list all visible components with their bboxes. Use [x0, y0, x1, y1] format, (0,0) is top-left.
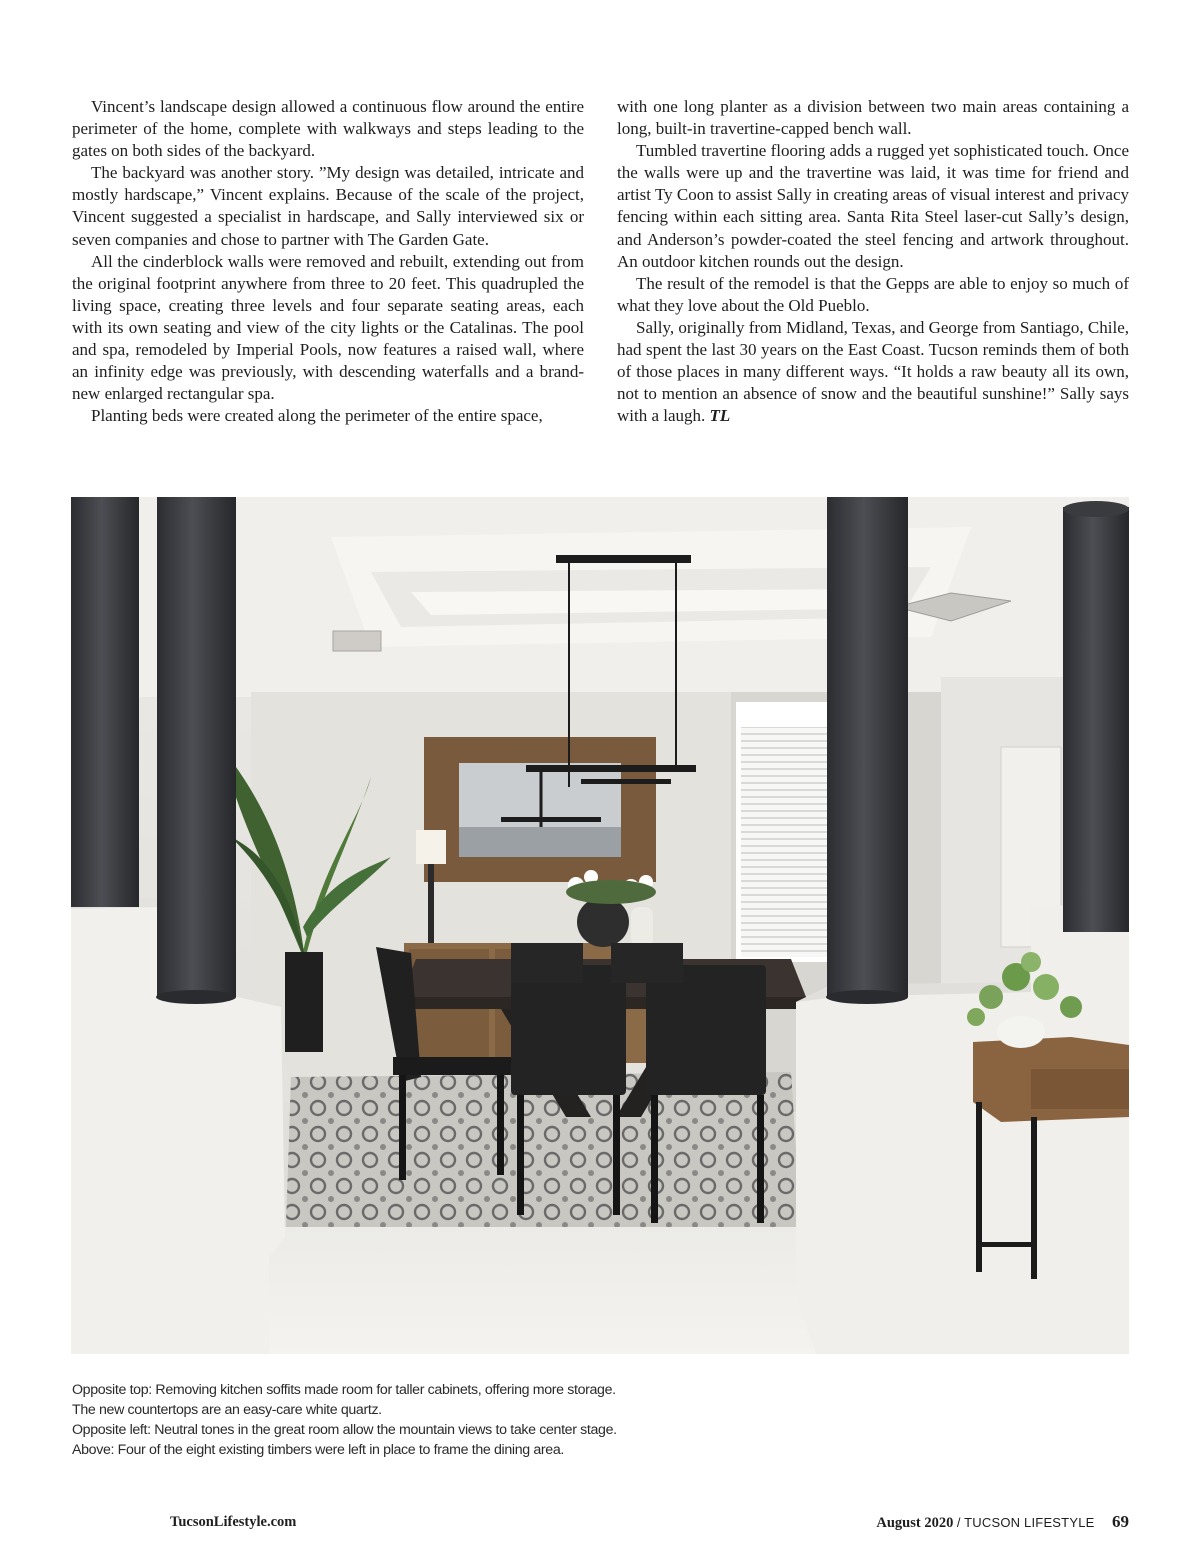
photo-captions: [72, 1380, 792, 1460]
page-number: 69: [1112, 1512, 1129, 1531]
final-paragraph-text: Sally, originally from Midland, Texas, and George from Santiago, Chile, had spent the last 30 years on the East Coast. Tucson reminds them of both of those places in many different ways. “It holds a raw beauty all its own, not to mention an absence of snow and the beautiful sunshine!” Sally says with a laugh.: [617, 317, 1129, 426]
article-right-column: [617, 96, 1129, 427]
end-mark: TL: [709, 406, 731, 426]
caption-line: Opposite top: Removing kitchen soffits made room for taller cabinets, offering more storage.: [72, 1382, 616, 1398]
article-paragraph: Vincent’s landscape design allowed a continuous flow around the entire perimeter of the home, complete with walkways and steps leading to the gates on both sides of the backyard.: [72, 97, 584, 161]
footer-website: TucsonLifestyle.com: [170, 1514, 297, 1530]
dining-room-photo: [71, 497, 1129, 1354]
footer-separator: /: [956, 1515, 961, 1530]
article-paragraph: The result of the remodel is that the Gepps are able to enjoy so much of what they love about the Old Pueblo.: [617, 273, 1129, 315]
article-paragraph: All the cinderblock walls were removed and rebuilt, extending out from the original footprint anywhere from three to 20 feet. This quadrupled the living space, creating three levels and four separate seating areas, each with its own seating and view of the city lights or the Catalinas. The pool and spa, remodeled by Imperial Pools, now features a raised wall, where an infinity edge was previously, with descending waterfalls and a brand-new enlarged rectangular spa.: [72, 251, 584, 404]
caption-line: Opposite left: Neutral tones in the great room allow the mountain views to take center stage.: [72, 1422, 617, 1438]
article-paragraph: The backyard was another story. ”My design was detailed, intricate and mostly hardscape,” Vincent explains. Because of the scale of the project, Vincent suggested a specialist in hardscape, and Sally interviewed six or seven companies and chose to partner with The Garden Gate.: [72, 163, 584, 249]
footer-magazine: TUCSON LIFESTYLE: [964, 1515, 1095, 1530]
caption-line: The new countertops are an easy-care white quartz.: [72, 1402, 382, 1418]
footer-folio: [876, 1512, 1129, 1532]
caption-line: Above: Four of the eight existing timbers were left in place to frame the dining area.: [72, 1442, 564, 1458]
article-paragraph-continuation: with one long planter as a division between two main areas containing a long, built-in travertine-capped bench wall.: [617, 97, 1129, 139]
article-left-column: [72, 96, 584, 427]
article-paragraph: Tumbled travertine flooring adds a rugged yet sophisticated touch. Once the walls were up and the travertine was laid, it was time for friend and artist Ty Coon to assist Sally in creating areas of visual interest and privacy fencing within each sitting area. Santa Rita Steel laser-cut Sally’s design, and Anderson’s powder-coated the steel fencing and artwork throughout. An outdoor kitchen rounds out the design.: [617, 141, 1129, 271]
article-final-paragraph: [617, 317, 1129, 427]
footer-issue: August 2020: [876, 1515, 954, 1531]
article-paragraph: Planting beds were created along the perimeter of the entire space,: [91, 406, 543, 426]
